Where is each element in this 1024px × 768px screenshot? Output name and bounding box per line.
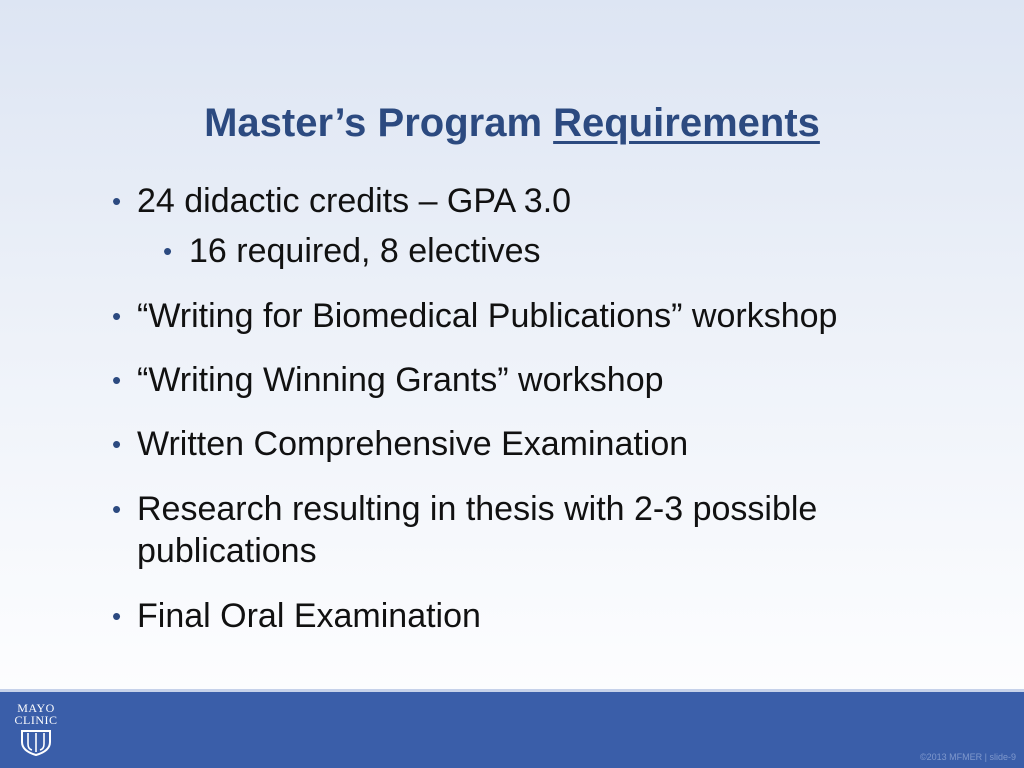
bullet-item (112, 359, 977, 401)
title-underlined-word: Requirements (553, 101, 820, 145)
bullet-dot: • (163, 236, 173, 266)
sub-bullet-item (163, 230, 969, 272)
logo-text-line2: CLINIC (14, 713, 58, 727)
bullet-text: 24 didactic credits – GPA 3.0 (137, 182, 572, 220)
bullet-text: Final Oral Examination (137, 597, 481, 635)
bullet-item (112, 295, 977, 337)
bullet-text: “Writing for Biomedical Publications” workshop (137, 297, 838, 335)
logo-text-line1: MAYO (17, 701, 55, 715)
title-prefix: Master’s Program (204, 101, 554, 145)
footer-bar (0, 689, 1024, 768)
mayo-shield-icon (19, 728, 53, 756)
bullet-dot: • (112, 601, 122, 631)
bullet-text: 16 required, 8 electives (189, 232, 541, 270)
bullet-dot: • (112, 301, 122, 331)
bullet-text: “Writing Winning Grants” workshop (137, 361, 664, 399)
bullet-item (112, 180, 977, 222)
bullet-item (112, 423, 977, 465)
bullet-dot: • (112, 429, 122, 459)
bullet-dot: • (112, 365, 122, 395)
bullet-item (112, 595, 977, 637)
bullet-text: Research resulting in thesis with 2-3 possible publications (137, 490, 818, 570)
mayo-clinic-logo (10, 702, 62, 762)
bullet-dot: • (112, 186, 122, 216)
bullet-item (112, 488, 957, 572)
bullet-dot: • (112, 494, 122, 524)
bullet-text: Written Comprehensive Examination (137, 425, 689, 463)
copyright-text: ©2013 MFMER | slide-9 (920, 752, 1016, 762)
